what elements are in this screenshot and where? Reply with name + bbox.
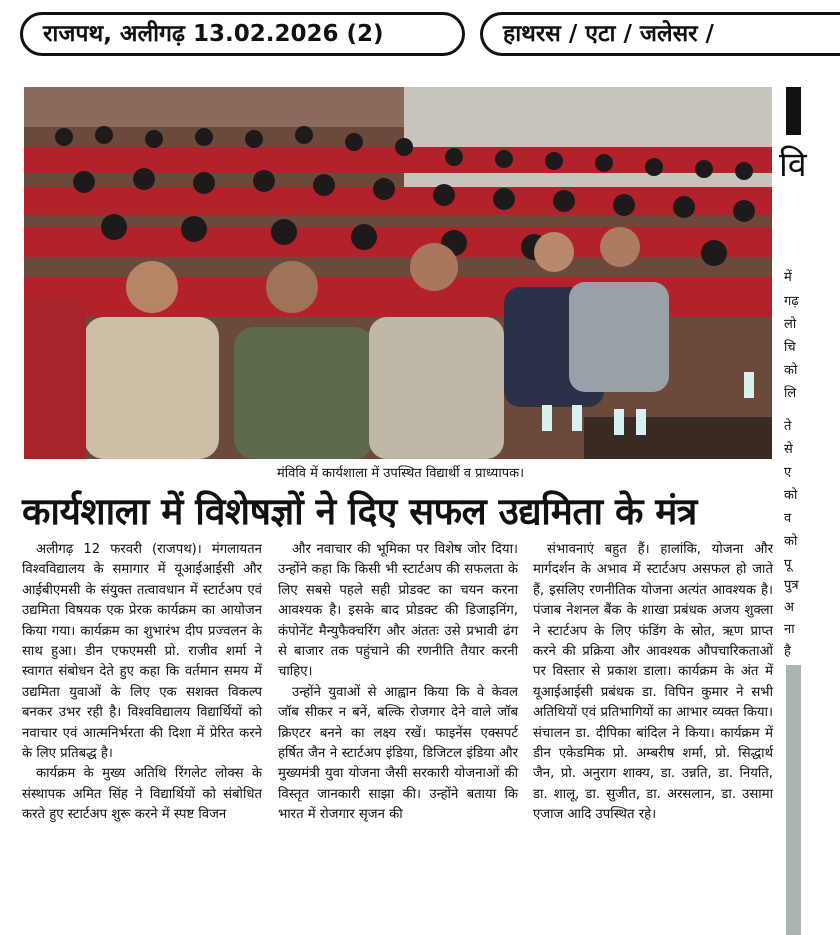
side-fragment: को — [784, 363, 798, 378]
article-headline: कार्यशाला में विशेषज्ञों ने दिए सफल उद्यमिता के मंत्र — [22, 490, 697, 533]
photo-caption: मंविवि में कार्यशाला में उपस्थित विद्यार्थी व प्राध्यापक। — [276, 466, 524, 481]
edition-date-banner: राजपथ, अलीगढ़ 13.02.2026 (2) — [20, 12, 465, 56]
article-column-1 — [22, 540, 262, 826]
side-fragment: गढ़ — [784, 294, 799, 309]
side-fragment: अ — [784, 600, 794, 615]
adjacent-headline-fragment: वि — [779, 145, 807, 185]
paragraph: अलीगढ़ 12 फरवरी (राजपथ)। मंगलायतन विश्वविद्यालय के समागार में यूआईआईसी और आईबीएमसी के संयुक्त तत्वावधान में स्टार्टअप एवं उद्यमिता विषयक एक प्रेरक कार्यक्रम का आयोजन किया गया। कार्यक्रम का शुभारंभ दीप प्रज्वलन के साथ हुआ। डीन एफएमसी प्रो. राजीव शर्मा ने स्वागत संबोधन देते हुए कहा कि वर्तमान समय में उद्यमिता युवाओं के लिए एक सशक्त विकल्प बनकर उभर रही है। विश्वविद्यालय विद्यार्थियों को नवाचार एवं आत्मनिर्भरता की दिशा में प्रेरित करने के लिए प्रतिबद्ध है। — [22, 542, 262, 762]
side-fragment: को — [784, 488, 798, 503]
article-column-3 — [533, 540, 773, 826]
seminar-audience-photo-icon — [24, 87, 772, 459]
side-fragment: ना — [784, 622, 795, 637]
region-banner: हाथरस / एटा / जलेसर / — [480, 12, 840, 56]
page-header — [20, 12, 801, 58]
side-fragment: लि — [784, 386, 797, 401]
side-fragment: ते — [784, 419, 792, 434]
article-column-2 — [278, 540, 518, 826]
side-fragment: पुत्र — [784, 578, 799, 593]
adjacent-photo-fragment — [786, 665, 801, 935]
side-fragment: लो — [784, 317, 797, 332]
paragraph: संभावनाएं बहुत हैं। हालांकि, योजना और मार्गदर्शन के अभाव में स्टार्टअप असफल हो जाते हैं, इसलिए रणनीतिक योजना अत्यंत आवश्यक है। पंजाब नेशनल बैंक के शाखा प्रबंधक अजय शुक्ला ने स्टार्टअप के लिए फंडिंग के स्रोत, ऋण प्राप्त करने की प्रक्रिया और आवश्यक औपचारिकताओं पर विस्तार से प्रकाश डाला। कार्यक्रम के अंत में यूआईआईसी प्रबंधक डा. विपिन कुमार ने सभी अतिथियों एवं प्रतिभागियों का आभार व्यक्त किया। संचालन डा. दीपिका बांदिल ने किया। कार्यक्रम में डीन एकेडमिक प्रो. अम्बरीष शर्मा, प्रो. सिद्धार्थ जैन, प्रो. अनुराग शाक्य, डा. उन्नति, डा. नियति, डा. शालू, डा. सुजीत, डा. अरसलान, डा. उसामा एजाज आदि उपस्थित रहे। — [533, 542, 773, 823]
side-fragment: व — [784, 511, 792, 526]
side-fragment: को — [784, 534, 798, 549]
side-fragment: से — [784, 442, 793, 457]
side-fragment: है — [784, 644, 791, 659]
paragraph: और नवाचार की भूमिका पर विशेष जोर दिया। उन्होंने कहा कि किसी भी स्टार्टअप की सफलता के लिए सबसे पहले सही प्रोडक्ट का चयन करना आवश्यक है। इसके बाद प्रोडक्ट की डिजाइनिंग, कंपोनेंट मैन्युफैक्चरिंग और अंततः उसे प्रभावी ढंग से बाजार तक पहुंचाने की रणनीति तैयार करनी चाहिए। — [278, 542, 518, 680]
paragraph: उन्होंने युवाओं से आह्वान किया कि वे केवल जॉब सीकर न बनें, बल्कि रोजगार देने वाले जॉब क्रिएटर बनने का लक्ष्य रखें। फाइनेंस एक्सपर्ट हर्षित जैन ने स्टार्टअप इंडिया, डिजिटल इंडिया और मुख्यमंत्री युवा योजना जैसी सरकारी योजनाओं की विस्तृत जानकारी साझा की। उन्होंने बताया कि भारत में रोजगार सृजन की — [278, 684, 518, 823]
side-fragment: चि — [784, 340, 796, 355]
side-fragment: में — [784, 270, 792, 285]
side-fragment: ए — [784, 465, 792, 480]
adjacent-article-bar — [786, 87, 801, 135]
seminar-photo — [24, 87, 772, 459]
side-fragment: पू — [784, 557, 792, 572]
paragraph: कार्यक्रम के मुख्य अतिथि रिंगलेट लोक्स के संस्थापक अमित सिंह ने विद्यार्थियों को संबोधित करते हुए स्टार्टअप शुरू करने में स्पष्ट विजन — [22, 766, 262, 823]
